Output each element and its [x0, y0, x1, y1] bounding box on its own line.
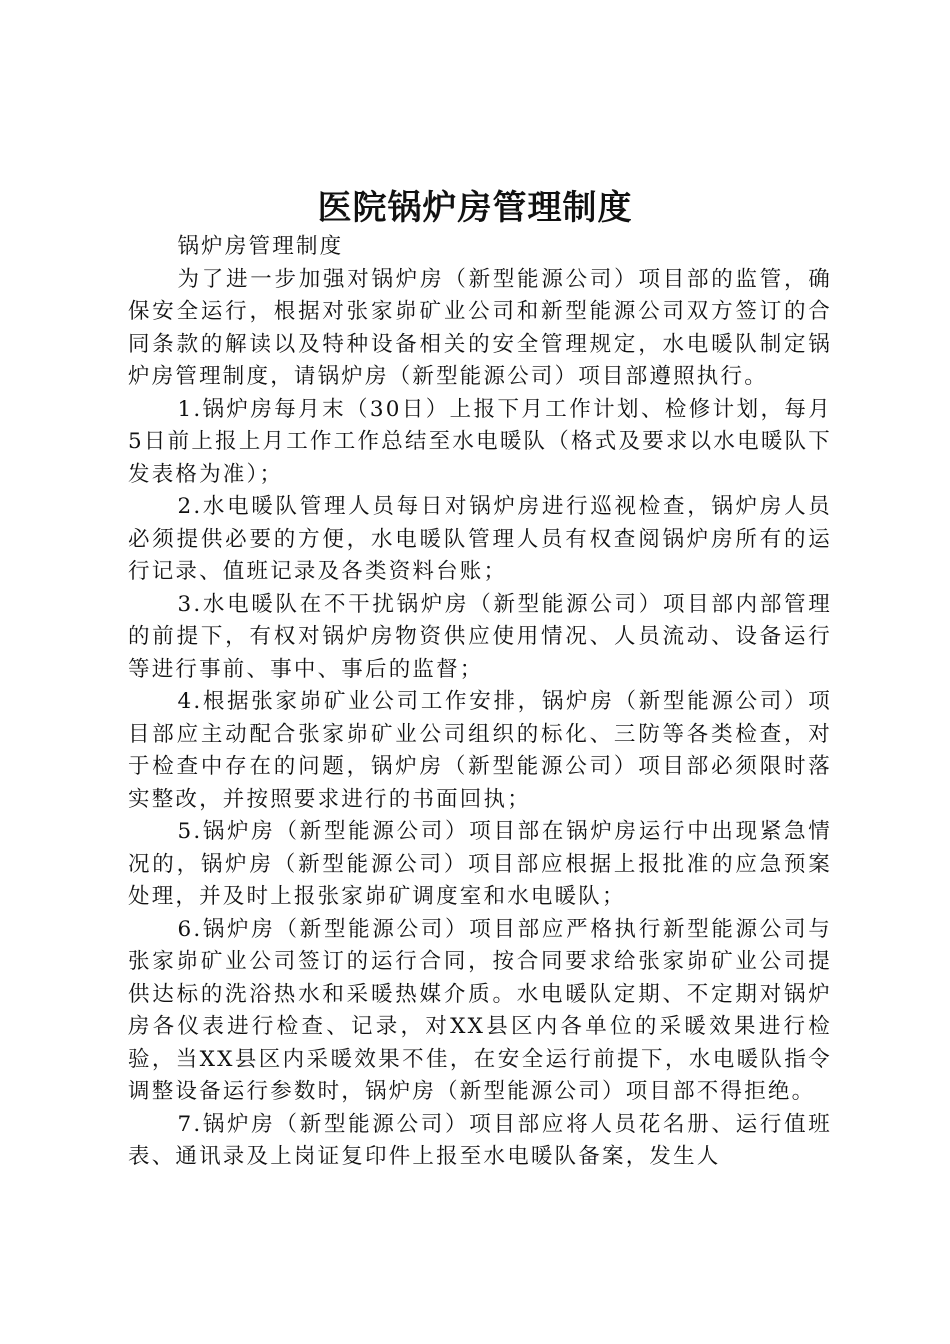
document-body [128, 231, 832, 1174]
rule-item-7: 7.锅炉房（新型能源公司）项目部应将人员花名册、运行值班表、通讯录及上岗证复印件上报至水电暖队备案，发生人 [128, 1111, 832, 1169]
intro-paragraph: 为了进一步加强对锅炉房（新型能源公司）项目部的监管，确保安全运行，根据对张家峁矿业公司和新型能源公司双方签订的合同条款的解读以及特种设备相关的安全管理规定，水电暖队制定锅炉房管理制度，请锅炉房（新型能源公司）项目部遵照执行。 [128, 266, 832, 389]
rule-item-1: 1.锅炉房每月末（30日）上报下月工作计划、检修计划，每月5日前上报上月工作工作总结至水电暖队（格式及要求以水电暖队下发表格为准）； [128, 396, 832, 487]
rule-item-6: 6.锅炉房（新型能源公司）项目部应严格执行新型能源公司与张家峁矿业公司签订的运行合同，按合同要求给张家峁矿业公司提供达标的洗浴热水和采暖热媒介质。水电暖队定期、不定期对锅炉房各仪表进行检查、记录，对XX县区内各单位的采暖效果进行检验，当XX县区内采暖效果不佳，在安全运行前提下，水电暖队指令调整设备运行参数时，锅炉房（新型能源公司）项目部不得拒绝。 [128, 916, 832, 1104]
rule-item-2: 2.水电暖队管理人员每日对锅炉房进行巡视检查，锅炉房人员必须提供必要的方便，水电暖队管理人员有权查阅锅炉房所有的运行记录、值班记录及各类资料台账； [128, 494, 832, 584]
rule-item-4: 4.根据张家峁矿业公司工作安排，锅炉房（新型能源公司）项目部应主动配合张家峁矿业公司组织的标化、三防等各类检查，对于检查中存在的问题，锅炉房（新型能源公司）项目部必须限时落实整改，并按照要求进行的书面回执； [128, 689, 832, 812]
rule-item-3: 3.水电暖队在不干扰锅炉房（新型能源公司）项目部内部管理的前提下，有权对锅炉房物资供应使用情况、人员流动、设备运行等进行事前、事中、事后的监督； [128, 591, 832, 682]
rule-item-5: 5.锅炉房（新型能源公司）项目部在锅炉房运行中出现紧急情况的，锅炉房（新型能源公司）项目部应根据上报批准的应急预案处理，并及时上报张家峁矿调度室和水电暖队； [128, 819, 832, 909]
document-title: 医院锅炉房管理制度 [317, 188, 633, 228]
subtitle-paragraph: 锅炉房管理制度 [177, 234, 344, 259]
